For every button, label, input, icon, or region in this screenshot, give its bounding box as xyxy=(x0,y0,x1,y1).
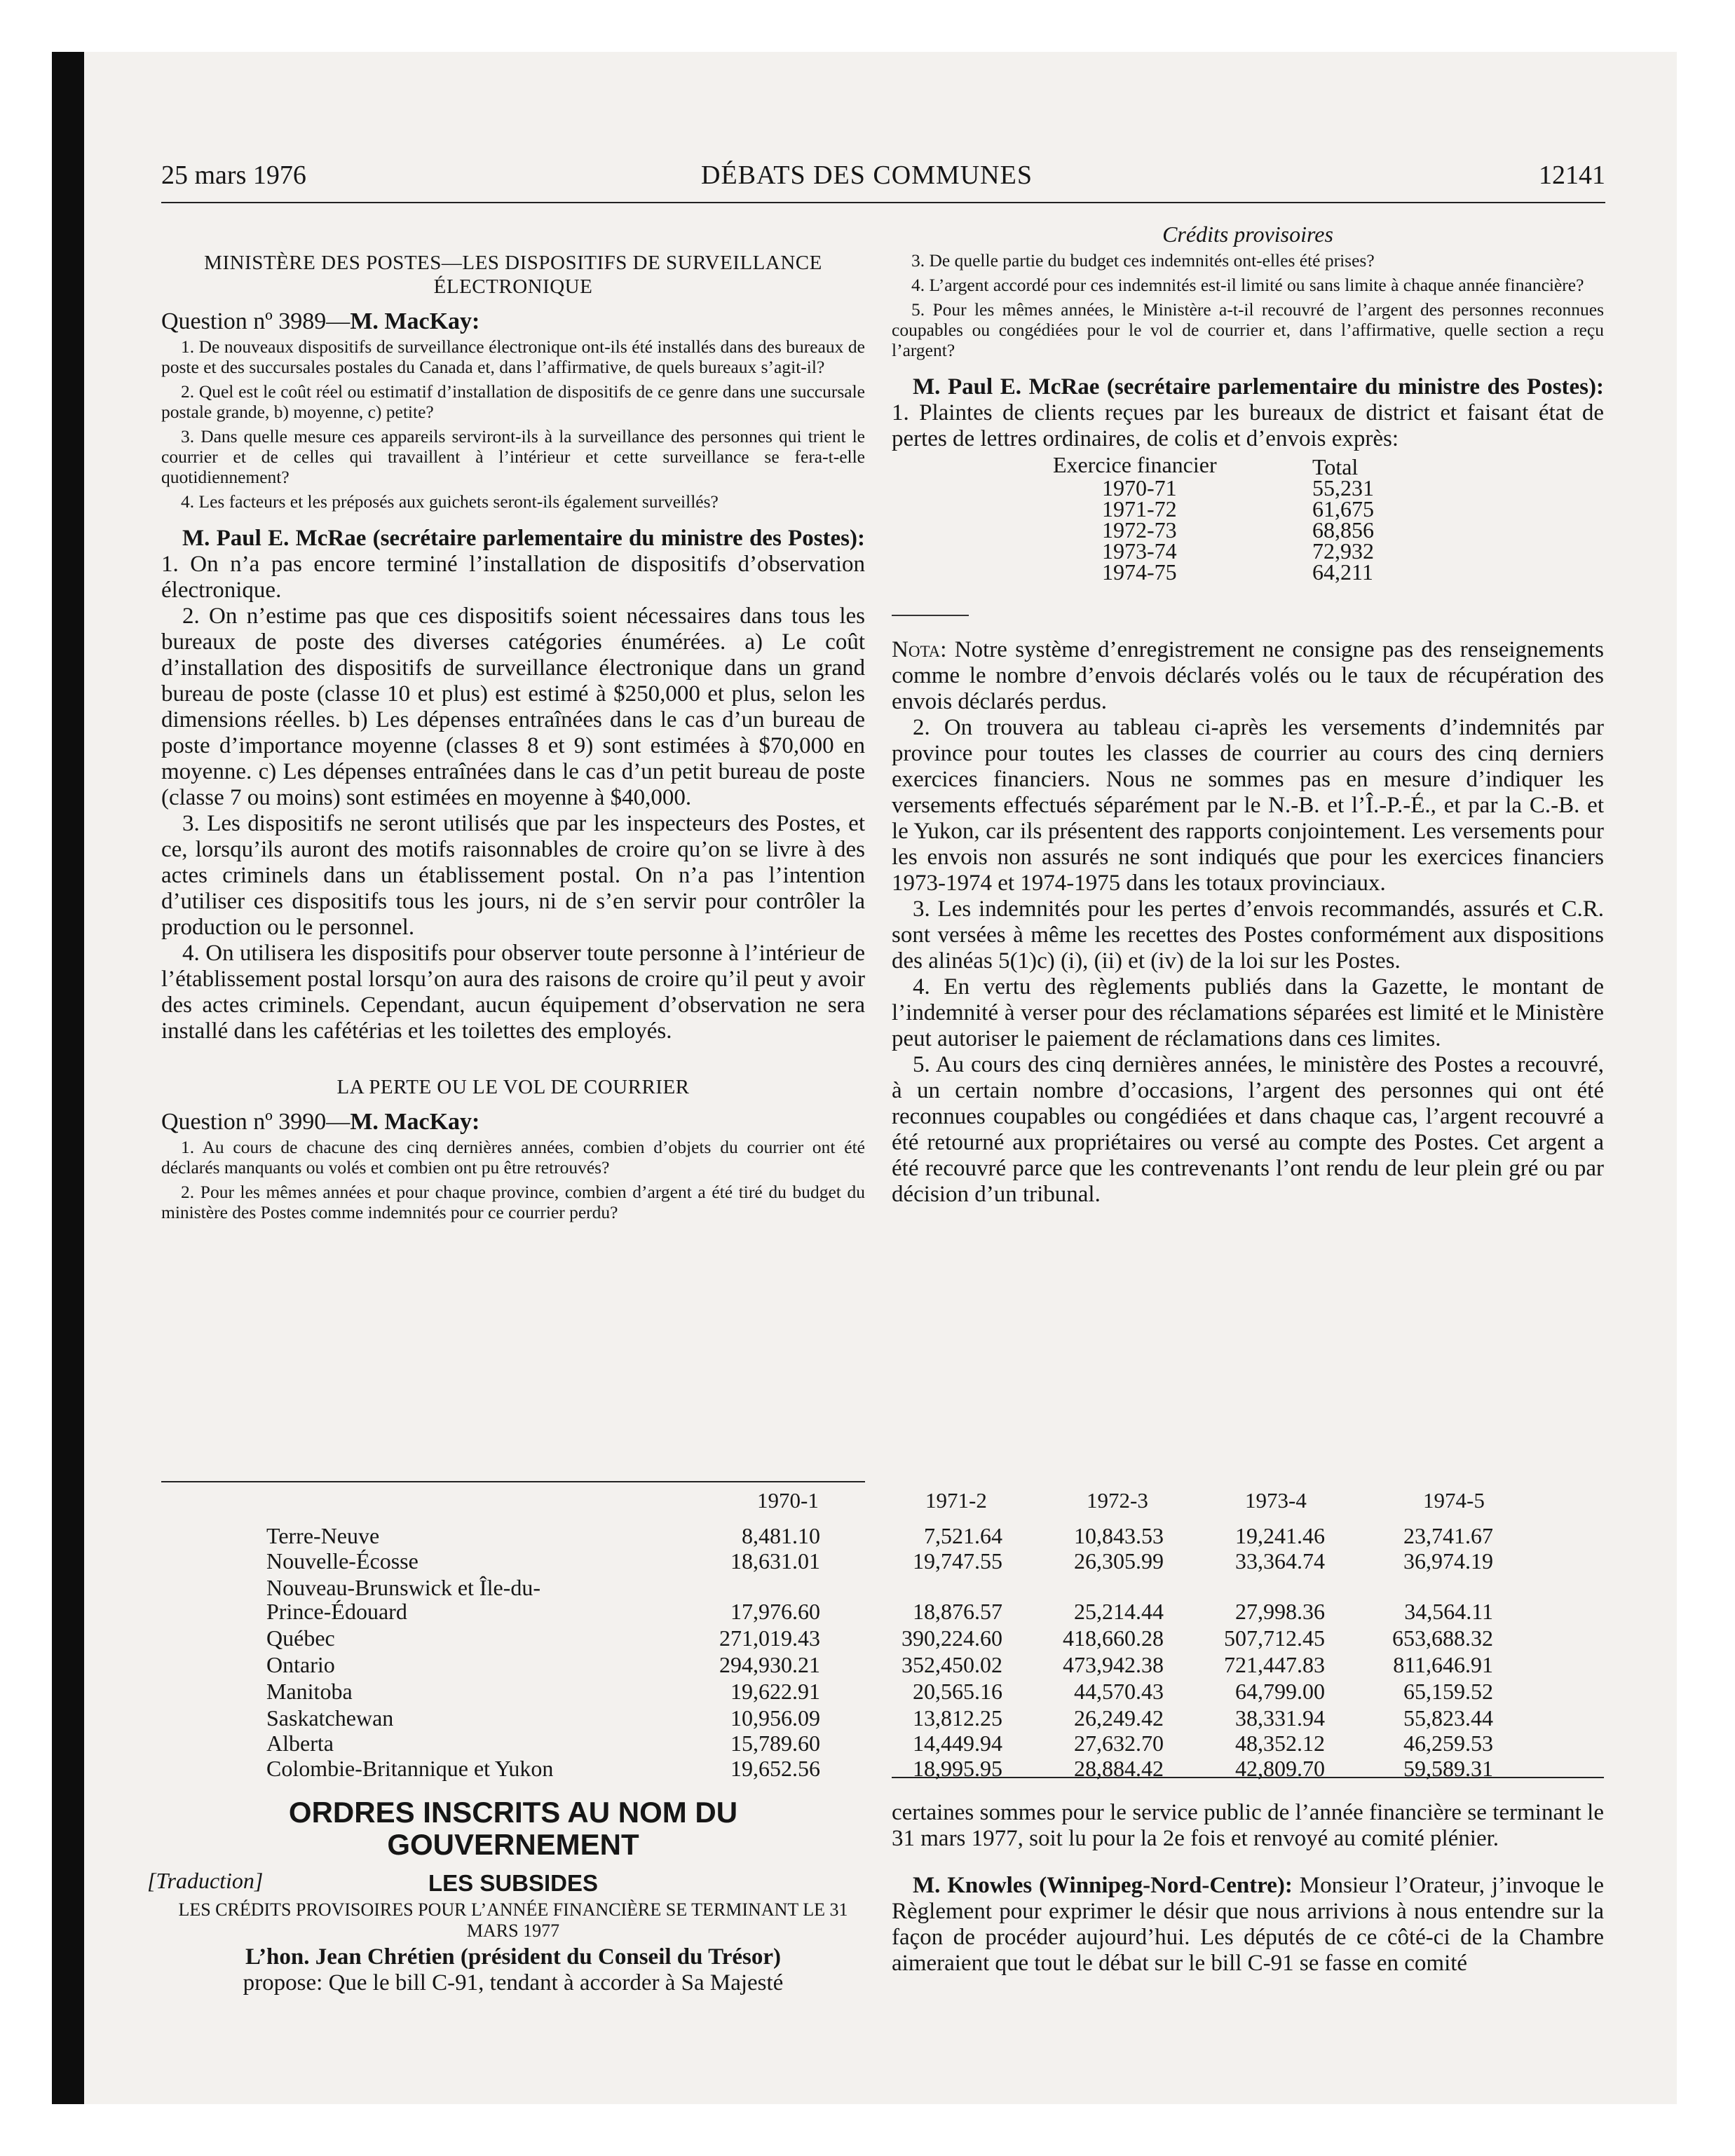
table-row xyxy=(161,1548,1605,1574)
table-cell: 38,331.94 xyxy=(1235,1705,1325,1731)
traduction-label: [Traduction] xyxy=(147,1868,264,1893)
table-row xyxy=(161,1625,1605,1651)
answer-paragraph: 3. Les dispositifs ne seront utilisés que par les inspecteurs des Postes, et ce, lorsqu’ils auront des motifs raisonnables de croire qu’on se livre à des actes criminels dans un établissement postal. On n’a pas l’intention d’utiliser ces dispositifs tous les jours, ni de s’en servir pour contrôler la production ou le personnel. xyxy=(161,811,865,940)
table-cell: 17,976.60 xyxy=(730,1599,820,1624)
answer-paragraph: 2. On trouvera au tableau ci-après les versements d’indemnités par province pour toutes les classes de courrier au cours des cinq derniers exercices financiers. Nous ne sommes pas en mesure d’indiquer les versements effectués séparément par le N.-B. et l’Î.-P.-É., et par la C.-B. et le Yukon, car ils présentent des rapports conjointement. Les versements pour les envois non assurés ne sont indiqués que pour les exercices financiers 1973-1974 et 1974-1975 dans les totaux provinciaux. xyxy=(892,715,1604,896)
province-label: Terre-Neuve xyxy=(266,1523,380,1548)
table-row xyxy=(161,1705,1605,1731)
question-item: 4. Les facteurs et les préposés aux guichets seront-ils également surveillés? xyxy=(181,491,719,512)
table-cell: 352,450.02 xyxy=(901,1652,1002,1677)
table-cell: 34,564.11 xyxy=(1404,1599,1493,1624)
province-label: Nouvelle-Écosse xyxy=(266,1548,419,1574)
subsides-heading: LES SUBSIDES xyxy=(428,1870,599,1896)
ordres-heading: ORDRES INSCRITS AU NOM DU GOUVERNEMENT xyxy=(288,1796,738,1861)
table-row: 1970-71 55,231 xyxy=(1102,475,1374,500)
table-cell: 294,930.21 xyxy=(719,1652,820,1677)
table-row: 1974-75 64,211 xyxy=(1102,559,1373,585)
answer-paragraph: M. Paul E. McRae (secrétaire parlementaire du ministre des Postes): 1. Plaintes de clients reçues par les bureaux de district et faisant état de pertes de lettres ordinaires, de colis et d’envois exprès: xyxy=(892,374,1604,451)
table-cell: 19,747.55 xyxy=(913,1548,1002,1574)
binding-edge xyxy=(52,52,84,2104)
bottom-right-section xyxy=(892,1800,1604,1977)
header-rule xyxy=(161,202,1605,203)
table-cell: 8,481.10 xyxy=(742,1523,820,1548)
column-header: 1970-1 xyxy=(757,1488,819,1513)
table-cell: 653,688.32 xyxy=(1392,1625,1493,1651)
table-cell: 27,998.36 xyxy=(1235,1599,1325,1624)
table-cell: 64,799.00 xyxy=(1235,1679,1325,1704)
left-column xyxy=(161,251,865,1227)
table-row xyxy=(161,1731,1605,1756)
answer-paragraph: M. Paul E. McRae (secrétaire parlementaire du ministre des Postes): 1. On n’a pas encore terminé l’installation de dispositifs d’observation électronique. xyxy=(161,526,865,603)
table-cell: 18,995.95 xyxy=(913,1756,1002,1781)
column-header: 1971-2 xyxy=(925,1488,987,1513)
table-cell: 19,622.91 xyxy=(730,1679,820,1704)
table-cell: 65,159.52 xyxy=(1403,1679,1493,1704)
table-top-rule xyxy=(161,1481,865,1482)
province-label: Manitoba xyxy=(266,1679,353,1704)
table-cell: 7,521.64 xyxy=(924,1523,1002,1548)
speaker-name: M. Knowles (Winnipeg-Nord-Centre): xyxy=(913,1873,1293,1898)
table-cell: 42,809.70 xyxy=(1235,1756,1325,1781)
table-bottom-rule xyxy=(892,1777,1604,1778)
table-cell: 36,974.19 xyxy=(1403,1548,1493,1574)
table-row xyxy=(161,1679,1605,1704)
table-cell: 19,241.46 xyxy=(1235,1523,1325,1548)
answer-paragraph: 5. Au cours des cinq dernières années, le ministère des Postes a recouvré, à un certain nombre d’occasions, l’argent des personnes qui ont été reconnues coupables ou congédiées et dans chaque cas, l’argent recouvré a été retourné aux propriétaires ou versé au compte des Postes. Cet argent a été recouvré parce que les contrevenants l’ont rendu de leur plein gré ou par décision d’un tribunal. xyxy=(892,1052,1604,1207)
column-header: 1973-4 xyxy=(1245,1488,1307,1513)
point-of-order-paragraph: M. Knowles (Winnipeg-Nord-Centre): Monsieur l’Orateur, j’invoque le Règlement pour exprimer le désir que nous arrivions à nous entendre sur la façon de procéder aujourd’hui. Les députés de ce côté-ci de la Chambre aimeraient que tout le débat sur le bill C-91 se fasse en comité xyxy=(892,1873,1604,1976)
question-3990-heading: Question nº 3990—M. MacKay: xyxy=(161,1109,480,1135)
answer-paragraph: 4. En vertu des règlements publiés dans la Gazette, le montant de l’indemnité à verser pour des réclamations séparées est limité et le Ministère peut autoriser le paiement de réclamations dans ces limites. xyxy=(892,974,1604,1051)
province-label: Alberta xyxy=(266,1731,334,1756)
question-item: 2. Pour les mêmes années et pour chaque province, combien d’argent a été tiré du budget du ministère des Postes comme indemnités pour ce courrier perdu? xyxy=(161,1182,865,1222)
table-row xyxy=(161,1575,1605,1600)
nota-paragraph: Nota: Notre système d’enregistrement ne consigne pas des renseignements comme le nombre d’envois déclarés volés ou le taux de récupération des envois déclarés perdus. xyxy=(892,637,1604,714)
section-title-perte: LA PERTE OU LE VOL DE COURRIER xyxy=(336,1076,690,1098)
table-cell: 418,660.28 xyxy=(1063,1625,1164,1651)
short-rule xyxy=(892,615,969,616)
table-cell: 13,812.25 xyxy=(913,1705,1002,1731)
table-row xyxy=(161,1523,1605,1548)
table-cell: 26,249.42 xyxy=(1074,1705,1164,1731)
table-row xyxy=(161,1652,1605,1677)
column-header: 1972-3 xyxy=(1087,1488,1148,1513)
table-cell: 10,843.53 xyxy=(1074,1523,1164,1548)
right-column xyxy=(892,221,1604,1208)
question-item: 1. De nouveaux dispositifs de surveillance électronique ont-ils été installés dans des bureaux de poste et des succursales postales du Canada et, dans l’affirmative, de quels bureaux s’agit-il? xyxy=(161,336,865,377)
question-item: 3. Dans quelle mesure ces appareils serviront-ils à la surveillance des personnes qui trient le courrier et de celles qui travaillent à l’intérieur et cette surveillance se fera-t-elle quotidiennement? xyxy=(161,426,865,487)
question-item: 1. Au cours de chacune des cinq dernières années, combien d’objets du courrier ont été déclarés manquants ou volés et combien ont pu être retrouvés? xyxy=(161,1137,865,1178)
bottom-left-section xyxy=(147,1796,865,1996)
motion-continuation: certaines sommes pour le service public de l’année financière se terminant le 31 mars 1977, soit lu pour la 2e fois et renvoyé au comité plénier. xyxy=(892,1800,1604,1851)
header-date: 25 mars 1976 xyxy=(161,161,306,190)
table-cell: 15,789.60 xyxy=(730,1731,820,1756)
table-cell: 59,589.31 xyxy=(1403,1756,1493,1781)
province-label: Saskatchewan xyxy=(266,1705,394,1731)
province-label: Prince-Édouard xyxy=(266,1599,407,1624)
table-cell: 473,942.38 xyxy=(1063,1652,1164,1677)
table-cell: 27,632.70 xyxy=(1074,1731,1164,1756)
province-label: Nouveau-Brunswick et Île-du- xyxy=(266,1575,540,1600)
table-row xyxy=(161,1599,1605,1624)
answer-paragraph: 2. On n’estime pas que ces dispositifs soient nécessaires dans tous les bureaux de poste des diverses catégories énumérées. a) Le coût d’installation des dispositifs de surveillance électronique dans un grand bureau de poste (classe 10 et plus) est estimé à $250,000 et plus, selon les dimensions réelles. b) Les dépenses entraînées dans le cas d’un bureau de poste d’importance moyenne (classes 8 et 9) sont estimées à $70,000 en moyenne. c) Les dépenses entraînées dans le cas d’un petit bureau de poste (classe 7 ou moins) sont estimées en moyenne à $40,000. xyxy=(161,603,865,810)
table-cell: 18,876.57 xyxy=(913,1599,1002,1624)
header-page-number: 12141 xyxy=(1539,161,1605,190)
province-label: Colombie-Britannique et Yukon xyxy=(266,1756,554,1781)
table-cell: 14,449.94 xyxy=(913,1731,1002,1756)
fiscal-year-header: Exercice financier xyxy=(1053,452,1217,477)
table-cell: 10,956.09 xyxy=(730,1705,820,1731)
column-header: 1974-5 xyxy=(1423,1488,1485,1513)
table-cell: 26,305.99 xyxy=(1074,1548,1164,1574)
table-cell: 19,652.56 xyxy=(730,1756,820,1781)
table-cell: 25,214.44 xyxy=(1074,1599,1164,1624)
table-cell: 271,019.43 xyxy=(719,1625,820,1651)
nota-label: Nota: xyxy=(892,637,947,662)
table-row: 1971-72 61,675 xyxy=(1102,496,1374,521)
table-cell: 48,352.12 xyxy=(1235,1731,1325,1756)
credits-provisoires-title: LES CRÉDITS PROVISOIRES POUR L’ANNÉE FINANCIÈRE SE TERMINANT LE 31 MARS 1977 xyxy=(178,1899,848,1941)
table-cell: 44,570.43 xyxy=(1074,1679,1164,1704)
total-header: Total xyxy=(1312,454,1359,479)
question-3989-heading: Question nº 3989—M. MacKay: xyxy=(161,308,480,334)
table-cell: 46,259.53 xyxy=(1403,1731,1493,1756)
province-label: Québec xyxy=(266,1625,335,1651)
running-head: Crédits provisoires xyxy=(1162,221,1333,247)
section-title-surveillance: MINISTÈRE DES POSTES—LES DISPOSITIFS DE SURVEILLANCE ÉLECTRONIQUE xyxy=(204,252,822,298)
table-cell: 18,631.01 xyxy=(730,1548,820,1574)
speaker-name: L’hon. Jean Chrétien (président du Conseil du Trésor) xyxy=(245,1944,781,1970)
question-item: 2. Quel est le coût réel ou estimatif d’installation de dispositifs de ce genre dans une succursale postale grande, b) moyenne, c) petite? xyxy=(161,381,865,422)
table-row: 1973-74 72,932 xyxy=(1102,538,1374,564)
question-item: 5. Pour les mêmes années, le Ministère a-t-il recouvré de l’argent des personnes reconnues coupables ou congédiées pour le vol de courrier et, dans l’affirmative, quelle section a reçu l’argent? xyxy=(892,299,1604,360)
speaker-name: M. Paul E. McRae (secrétaire parlementaire du ministre des Postes): xyxy=(182,526,865,551)
table-cell: 20,565.16 xyxy=(913,1679,1002,1704)
table-cell: 721,447.83 xyxy=(1224,1652,1325,1677)
table-cell: 507,712.45 xyxy=(1224,1625,1325,1651)
province-label: Ontario xyxy=(266,1652,335,1677)
table-cell: 23,741.67 xyxy=(1403,1523,1493,1548)
table-cell: 28,884.42 xyxy=(1074,1756,1164,1781)
question-item: 3. De quelle partie du budget ces indemnités ont-elles été prises? xyxy=(911,250,1375,271)
table-row: 1972-73 68,856 xyxy=(1102,517,1374,543)
question-item: 4. L’argent accordé pour ces indemnités est-il limité ou sans limite à chaque année financière? xyxy=(911,275,1584,295)
fiscal-year-table xyxy=(1053,452,1452,585)
answer-paragraph: 4. On utilisera les dispositifs pour observer toute personne à l’intérieur de l’établissement postal lorsqu’on aura des raisons de croire qu’il peut y avoir des actes criminels. Cependant, aucun équipement d’observation ne sera installé dans les cafétérias et les toilettes des employés. xyxy=(161,941,865,1044)
header-title: DÉBATS DES COMMUNES xyxy=(701,161,1033,190)
answer-paragraph: 3. Les indemnités pour les pertes d’envois recommandés, assurés et C.R. sont versées à même les recettes des Postes conformément aux dispositions des alinéas 5(1)c) (i), (ii) et (iv) de la loi sur les Postes. xyxy=(892,896,1604,974)
table-cell: 33,364.74 xyxy=(1235,1548,1325,1574)
speaker-name: M. Paul E. McRae (secrétaire parlementaire du ministre des Postes): xyxy=(913,374,1604,400)
motion-paragraph: L’hon. Jean Chrétien (président du Conseil du Trésor) propose: Que le bill C-91, tendant à accorder à Sa Majesté xyxy=(243,1944,784,1995)
table-cell: 390,224.60 xyxy=(901,1625,1002,1651)
table-cell: 811,646.91 xyxy=(1393,1652,1493,1677)
table-cell: 55,823.44 xyxy=(1403,1705,1493,1731)
